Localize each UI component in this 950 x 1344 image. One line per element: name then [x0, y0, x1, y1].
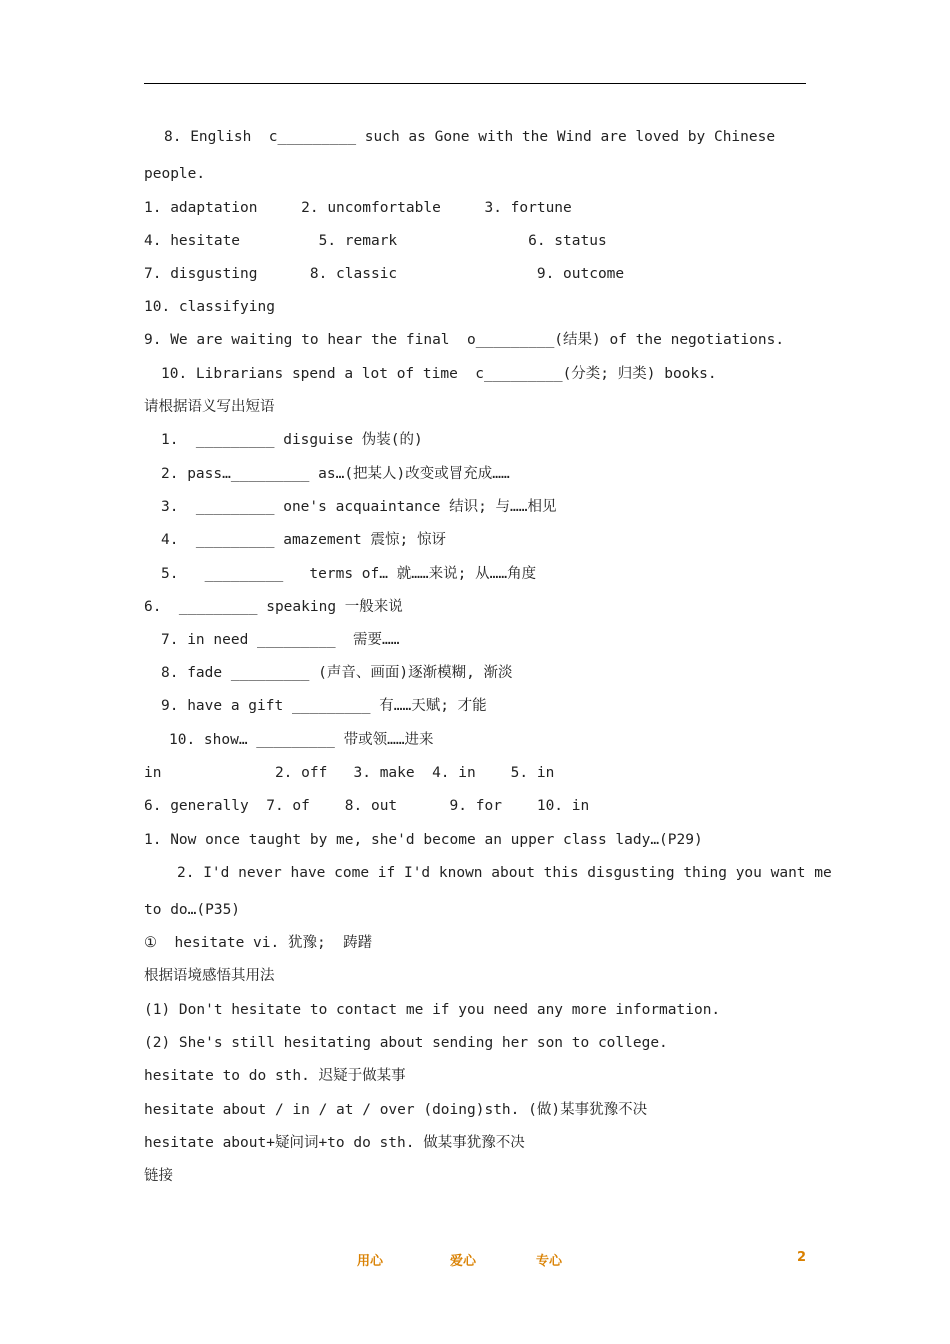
- text-line: hesitate to do sth. 迟疑于做某事: [144, 1068, 406, 1084]
- header-rule: [144, 83, 806, 84]
- text-line: (1) Don't hesitate to contact me if you need any more information.: [144, 1002, 721, 1018]
- text-line: (2) She's still hesitating about sending her son to college.: [144, 1035, 668, 1051]
- text-line: 根据语境感悟其用法: [144, 968, 275, 984]
- text-line: 10. classifying: [144, 299, 275, 315]
- text-line: 4. hesitate 5. remark 6. status: [144, 233, 607, 249]
- text-line: 1. adaptation 2. uncomfortable 3. fortune: [144, 200, 572, 216]
- text-line: 10. show… _________ 带或领……进来: [169, 732, 434, 748]
- text-line: 8. English c_________ such as Gone with the Wind are loved by Chinese: [164, 129, 776, 145]
- text-line: 4. _________ amazement 震惊; 惊讶: [161, 532, 446, 548]
- text-line: 链接: [144, 1168, 173, 1184]
- text-line: 1. _________ disguise 伪装(的): [161, 432, 423, 448]
- footer-word-2: 爱心: [450, 1254, 477, 1269]
- text-line: 5. _________ terms of… 就……来说; 从……角度: [161, 566, 537, 582]
- text-line: 9. We are waiting to hear the final o_________(结果) of the negotiations.: [144, 332, 785, 348]
- text-line: people.: [144, 166, 206, 182]
- footer-word-1: 用心: [357, 1254, 384, 1269]
- text-line: 9. have a gift _________ 有……天赋; 才能: [161, 698, 487, 714]
- footer-word-3: 专心: [536, 1254, 563, 1269]
- text-line: 6. _________ speaking 一般来说: [144, 599, 403, 615]
- text-line: 1. Now once taught by me, she'd become an upper class lady…(P29): [144, 832, 703, 848]
- text-line: 请根据语义写出短语: [144, 399, 275, 415]
- text-line: 8. fade _________ (声音、画面)逐渐模糊, 渐淡: [161, 665, 513, 681]
- text-line: 7. disgusting 8. classic 9. outcome: [144, 266, 625, 282]
- text-line: 3. _________ one's acquaintance 结识; 与……相见: [161, 499, 557, 515]
- text-line: ① hesitate vi. 犹豫; 踌躇: [144, 935, 373, 951]
- text-line: 10. Librarians spend a lot of time c_________(分类; 归类) books.: [161, 366, 717, 382]
- text-line: to do…(P35): [144, 902, 241, 918]
- text-line: 6. generally 7. of 8. out 9. for 10. in: [144, 798, 590, 814]
- text-line: 2. I'd never have come if I'd known about this disgusting thing you want me: [177, 865, 832, 881]
- text-line: 7. in need _________ 需要……: [161, 632, 400, 648]
- text-line: in 2. off 3. make 4. in 5. in: [144, 765, 555, 781]
- page-number: 2: [797, 1250, 807, 1265]
- text-line: hesitate about / in / at / over (doing)sth. (做)某事犹豫不决: [144, 1102, 648, 1118]
- text-line: 2. pass…_________ as…(把某人)改变或冒充成……: [161, 466, 510, 482]
- text-line: hesitate about+疑问词+to do sth. 做某事犹豫不决: [144, 1135, 525, 1151]
